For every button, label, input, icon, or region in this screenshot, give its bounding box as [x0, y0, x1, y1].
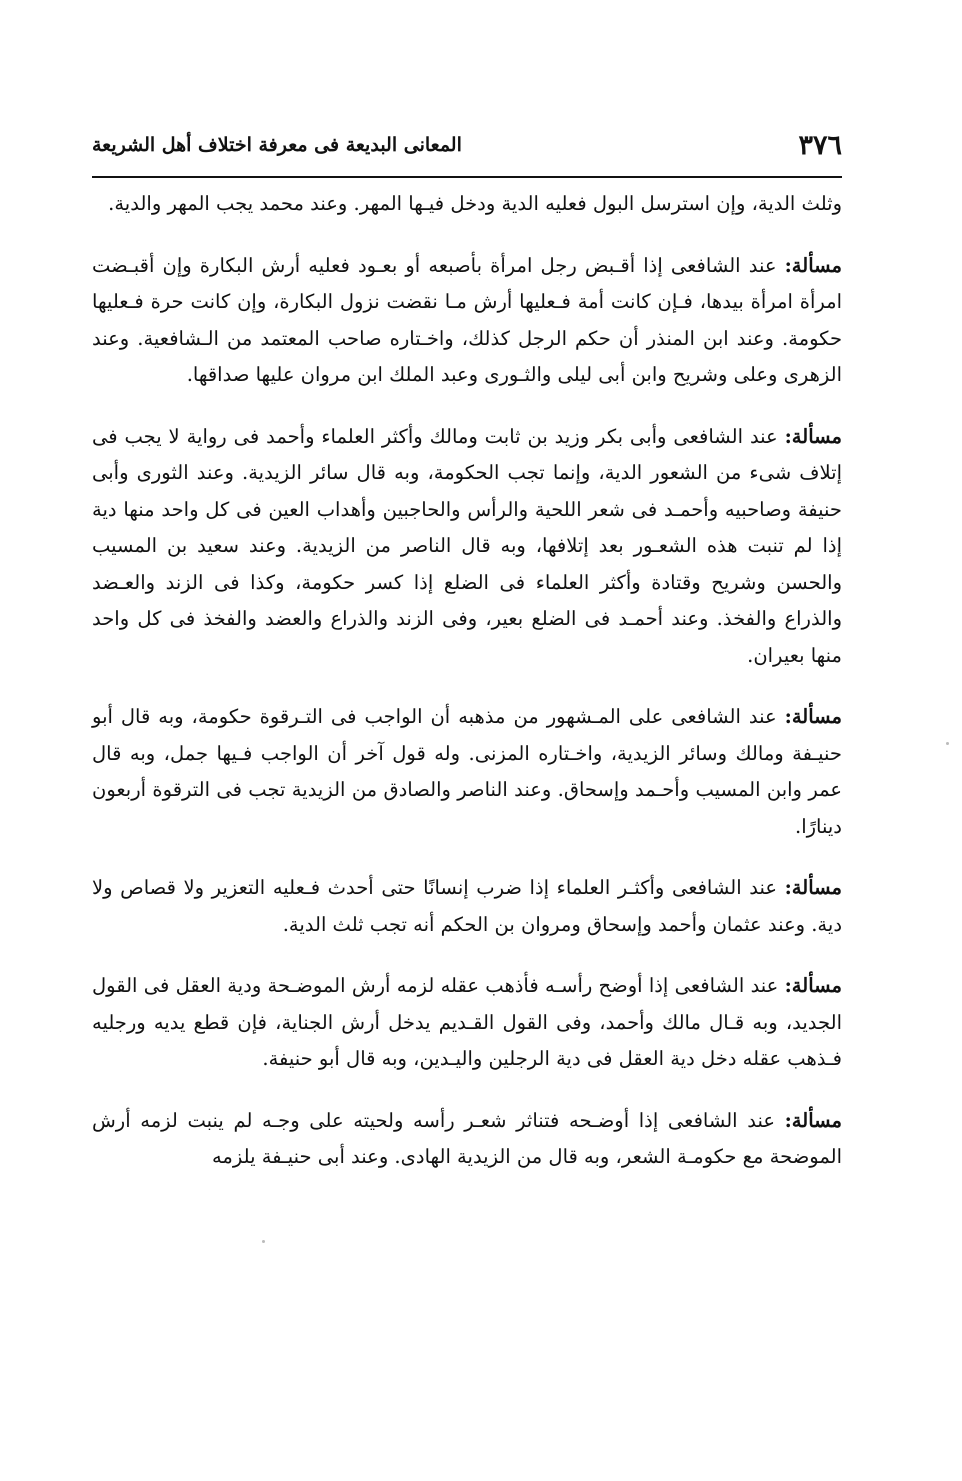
- page-header: [92, 128, 842, 168]
- page-number: ٣٧٦: [798, 130, 842, 161]
- masala-label: مسألة:: [784, 1108, 842, 1132]
- paragraph-continuation: [92, 186, 842, 223]
- masala-label: مسألة:: [784, 253, 842, 277]
- body-text: [92, 186, 842, 1201]
- running-title: المعانى البديعة فى معرفة اختلاف أهل الشريعة: [92, 134, 462, 156]
- paragraph-masala-2: [92, 419, 842, 675]
- paragraph-text: عند الشافعى وأبى بكر وزيد بن ثابت ومالك وأكثر العلماء وأحمد فى رواية لا يجب فى إتلاف شىء من الشعور الدية، وإنما تجب الحكومة، وبه قال سائر الزيدية. وعند الثورى وأبى حنيفة وصاحبيه وأحمـد فى شعر اللحية والرأس والحاجبين وأهداب العين فى كل واحد منها دية إذا لم تنبت هذه الشعـور بعد إتلافها، وبه قال الناصر من الزيدية. وعند سعيد بن المسيب والحسن وشريح وقتادة وأكثر العلماء فى الضلع إذا كسر حكومة، وكذا فى الزند والعـضد والذراع والفخذ. وعند أحمـد فى الضلع بعير، وفى الزند والذراع والعضد والفخذ فى كل واحد منها بعيران.: [92, 424, 842, 667]
- paragraph-text: عند الشافعى وأكثـر العلماء إذا ضرب إنسانًا حتى أحدث فـعليه التعزير ولا قصاص ولا دية. وعند عثمان وأحمد وإسحاق ومروان بن الحكم أنه تجب ثلث الدية.: [92, 876, 842, 936]
- masala-label: مسألة:: [784, 424, 842, 448]
- paragraph-text: عند الشافعى إذا أقـبض رجل امرأة بأصبعه أو بعـود فعليه أرش البكارة وإن أقبـضت امرأة امرأة بيدها، فـإن كانت أمة فـعليها أرش مـا نقضت نزول البكارة، وإن كانت حرة فـعليها حكومة. وعند ابن المنذر أن حكم الرجل كذلك، واخـتاره صاحب المعتمد من الـشافعية. وعند الزهرى وعلى وشريح وابن أبى ليلى والثـورى وعبد الملك ابن مروان عليها صداقها.: [92, 253, 842, 386]
- masala-label: مسألة:: [784, 705, 843, 728]
- paragraph-text: وثلث الدية، وإن استرسل البول فعليه الدية ودخل فيـها المهر. وعند محمد يجب المهر والدية.: [108, 192, 842, 215]
- paragraph-masala-4: [92, 870, 842, 943]
- paragraph-text: عند الشافعى على المـشهور من مذهبه أن الواجب فى التـرقوة حكومة، وبه قال أبو حنيـفة ومالك وسائر الزيدية، واخـتاره المزنى. وله قول آخر أن الواجب فـيها جمل، وبه قال عمر وابن المسيب وأحـمد وإسحاق. وعند الناصر والصادق من الزيدية تجب فى الترقوة أربعون دينارًا.: [92, 705, 842, 838]
- paragraph-masala-3: [92, 699, 842, 845]
- paragraph-text: عند الشافعى إذا أوضح رأسـه فأذهب عقله لزمه أرش الموضـحة ودية العقل فى القول الجديد، وبه قـال مالك وأحمد، وفى القول القـديم يدخل أرش الجناية، فإن قطع يديه ورجليه فـذهب عقله دخل دية العقل فى دية الرجلين واليـدين، وبه قال أبو حنيفة.: [92, 974, 842, 1070]
- scan-speck: [946, 742, 949, 745]
- masala-label: مسألة:: [784, 974, 842, 997]
- header-rule: [92, 176, 842, 178]
- paragraph-text: عند الشافعى إذا أوضـحه فتناثر شعـر رأسه ولحيته على وجـه لم ينبت لزمه أرش الموضحة مع حكومـة الشعر، وبه قال من الزيدية الهادى. وعند أبى حنيـفة يلزمه: [92, 1108, 842, 1168]
- paragraph-masala-1: [92, 248, 842, 394]
- paragraph-masala-5: [92, 968, 842, 1078]
- scan-speck: [262, 1240, 265, 1243]
- masala-label: مسألة:: [784, 876, 842, 899]
- paragraph-masala-6: [92, 1103, 842, 1176]
